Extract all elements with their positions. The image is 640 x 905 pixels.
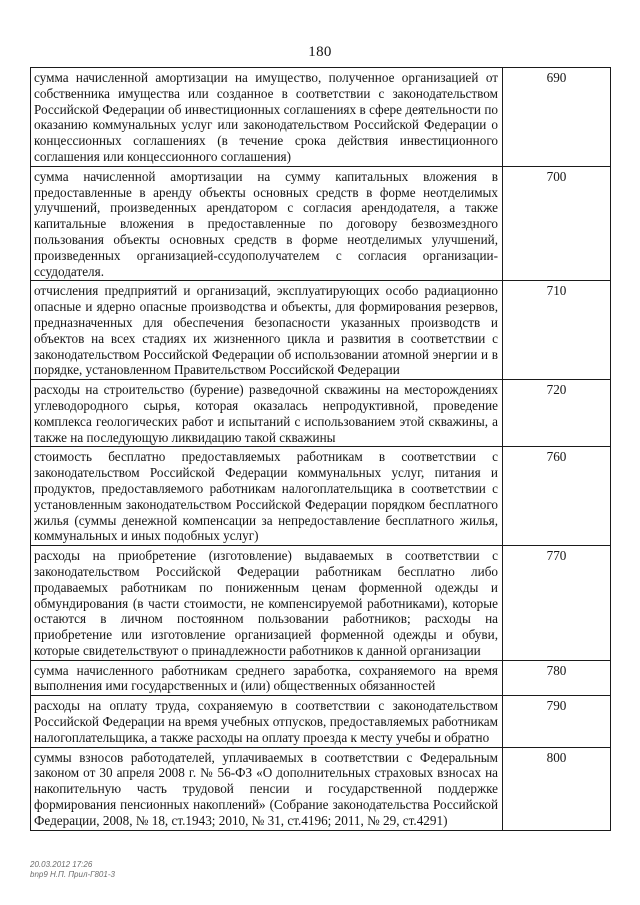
row-description: отчисления предприятий и организаций, эксплуатирующих особо радиационно опасные и ядерно опасные производства и объекты, для формирования резервов, предназначенных для обеспечения безопасности указанных производств и объектов на всех стадиях их жизненного цикла и развития в соответствии с законодательством Российской Федерации об использовании атомной энергии и в порядке, установленном Правительством Российской Федерации [31,281,503,380]
row-code: 690 [503,68,611,167]
row-code: 700 [503,166,611,281]
row-description: стоимость бесплатно предоставляемых работникам в соответствии с законодательством Российской Федерации коммунальных услуг, питания и продуктов, предоставляемого работникам налогоплательщика в соответствии с установленным законодательством Российской Федерации порядком бесплатного жилья (суммы денежной компенсации за непредоставление бесплатного жилья, коммунальных и иных подобных услуг) [31,447,503,546]
table-row [31,380,611,447]
row-description: расходы на строительство (бурение) разведочной скважины на месторождениях углеводородного сырья, которая оказалась непродуктивной, проведение комплекса геологических работ и испытаний с использованием этой скважины, а также на последующую ликвидацию такой скважины [31,380,503,447]
row-description: суммы взносов работодателей, уплачиваемых в соответствии с Федеральным законом от 30 апреля 2008 г. № 56-ФЗ «О дополнительных страховых взносах на накопительную часть трудовой пенсии и государственной поддержке формирования пенсионных накоплений» (Собрание законодательства Российской Федерации, 2008, № 18, ст.1943; 2010, № 31, ст.4196; 2011, № 29, ст.4291) [31,747,503,830]
row-code: 710 [503,281,611,380]
row-code: 770 [503,546,611,661]
table-row [31,68,611,167]
footer-stamp [30,860,115,880]
table-row [31,166,611,281]
table-row [31,447,611,546]
row-description: сумма начисленной амортизации на имущество, полученное организацией от собственника имущества или созданное в соответствии с законодательством Российской Федерации об инвестиционных соглашениях в сфере деятельности по оказанию коммунальных услуг или законодательством Российской Федерации о концессионных соглашениях (в течение срока действия инвестиционного соглашения или концессионного соглашения) [31,68,503,167]
table-row [31,747,611,830]
row-code: 790 [503,696,611,747]
row-code: 780 [503,660,611,696]
footer-file-reference: bnp9 Н.П. Прил-Г801-3 [30,870,115,879]
footer-timestamp: 20.03.2012 17:26 [30,860,93,869]
row-code: 760 [503,447,611,546]
cost-items-table [30,67,611,831]
row-code: 720 [503,380,611,447]
row-code: 800 [503,747,611,830]
row-description: сумма начисленного работникам среднего заработка, сохраняемого на время выполнения ими государственных и (или) общественных обязанностей [31,660,503,696]
table-row [31,546,611,661]
row-description: сумма начисленной амортизации на сумму капитальных вложения в предоставленные в аренду объекты основных средств в форме неотделимых улучшений, произведенных арендатором с согласия арендодателя, а также капитальные вложения в предоставленные по договору безвозмездного пользования объекты основных средств в форме неотделимых улучшений, произведенных организацией-ссудополучателем с согласия организации-ссудодателя. [31,166,503,281]
table-row [31,696,611,747]
page-number: 180 [308,44,332,60]
row-description: расходы на приобретение (изготовление) выдаваемых в соответствии с законодательством Российской Федерации работникам бесплатно либо продаваемых работникам по пониженным ценам форменной одежды и обмундирования (в части стоимости, не компенсируемой работниками), которые остаются в личном постоянном пользовании работников; расходы на приобретение или изготовление организацией форменной одежды и обуви, которые свидетельствуют о принадлежности работников к данной организации [31,546,503,661]
table-row [31,281,611,380]
table-row [31,660,611,696]
row-description: расходы на оплату труда, сохраняемую в соответствии с законодательством Российской Федерации на время учебных отпусков, предоставляемых работникам налогоплательщика, а также расходы на оплату проезда к месту учебы и обратно [31,696,503,747]
